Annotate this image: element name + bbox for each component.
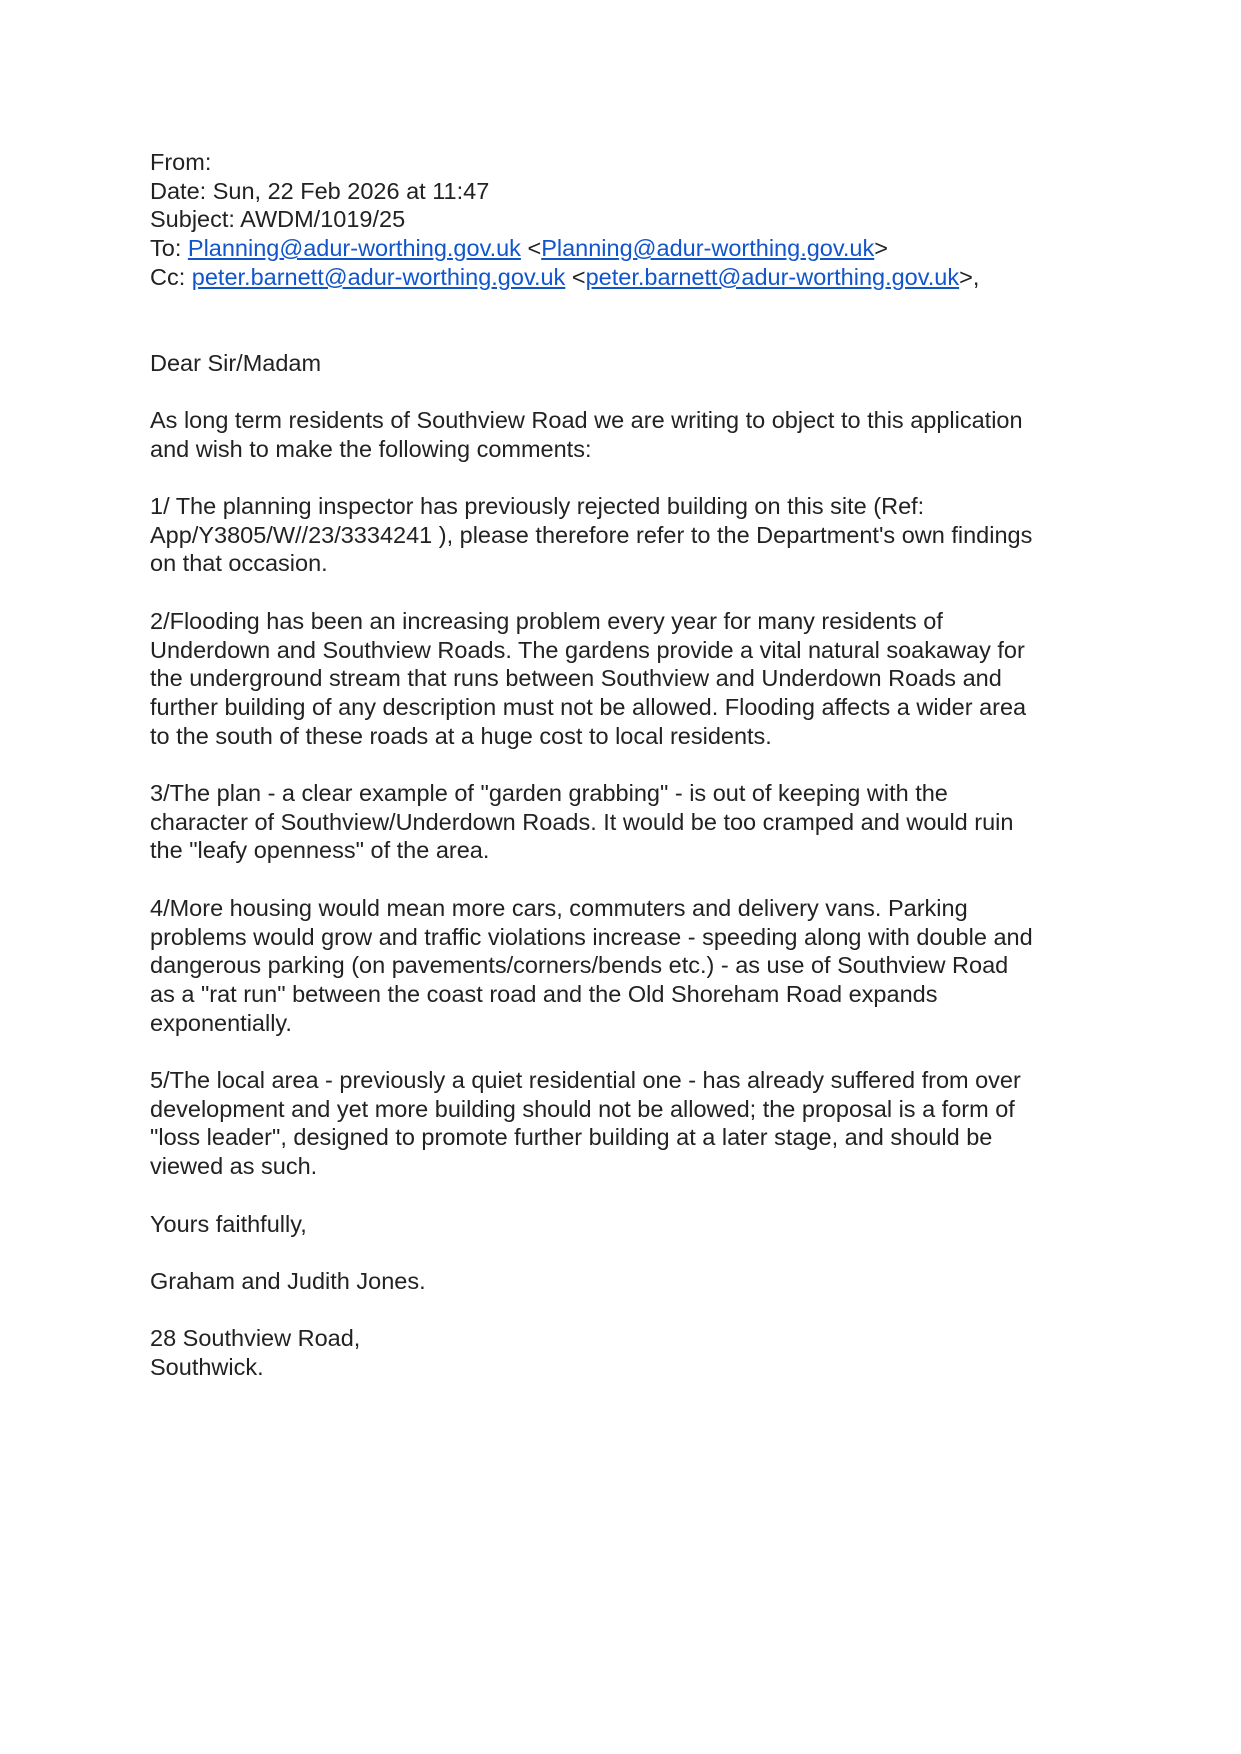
from-line: From:: [150, 149, 212, 175]
email-header: [150, 148, 1100, 292]
closing-line: Yours faithfully,: [150, 1210, 307, 1237]
to-line: [150, 234, 1100, 263]
address-line: Southwick.: [150, 1353, 264, 1380]
objection-point-3: [150, 779, 1100, 865]
point-line: on that occasion.: [150, 550, 328, 577]
point-line: the "leafy openness" of the area.: [150, 837, 490, 864]
signature: [150, 1267, 1100, 1296]
address: [150, 1324, 1100, 1381]
point-line: 1/ The planning inspector has previously rejected building on this site (Ref:: [150, 493, 925, 519]
point-line: Underdown and Southview Roads. The gardens provide a vital natural soakaway for: [150, 636, 1025, 663]
subject-line: Subject: AWDM/1019/25: [150, 206, 406, 233]
intro-paragraph: [150, 406, 1100, 463]
closing: [150, 1210, 1100, 1239]
objection-point-1: [150, 492, 1100, 578]
point-line: the underground stream that runs between Southview and Underdown Roads and: [150, 665, 1002, 692]
salutation-line: Dear Sir/Madam: [150, 349, 322, 376]
point-line: character of Southview/Underdown Roads. It would be too cramped and would ruin: [150, 808, 1014, 835]
point-line: development and yet more building should not be allowed; the proposal is a form of: [150, 1095, 1015, 1122]
cc-email-link-bracketed[interactable]: peter.barnett@adur-worthing.gov.uk: [585, 263, 960, 290]
point-line: as a "rat run" between the coast road and the Old Shoreham Road expands: [150, 980, 938, 1007]
address-line: 28 Southview Road,: [150, 1325, 361, 1352]
point-line: App/Y3805/W//23/3334241 ), please therefore refer to the Department's own findings: [150, 521, 1033, 548]
date-line: Date: Sun, 22 Feb 2026 at 11:47: [150, 177, 490, 204]
point-line: 4/More housing would mean more cars, commuters and delivery vans. Parking: [150, 894, 968, 921]
point-line: to the south of these roads at a huge cost to local residents.: [150, 722, 772, 749]
email-document: [150, 148, 1100, 1382]
point-line: further building of any description must not be allowed. Flooding affects a wider area: [150, 693, 1027, 720]
cc-open-bracket: <: [571, 263, 586, 290]
point-line: "loss leader", designed to promote further building at a later stage, and should be: [150, 1124, 993, 1151]
salutation: [150, 349, 1100, 378]
point-line: 2/Flooding has been an increasing problem every year for many residents of: [150, 607, 943, 634]
point-line: viewed as such.: [150, 1153, 318, 1180]
cc-line: [150, 263, 1100, 292]
objection-point-4: [150, 894, 1100, 1038]
point-line: 5/The local area - previously a quiet residential one - has already suffered from over: [150, 1067, 1021, 1093]
to-email-link-bracketed[interactable]: Planning@adur-worthing.gov.uk: [541, 235, 875, 262]
cc-email-link[interactable]: peter.barnett@adur-worthing.gov.uk: [191, 263, 566, 290]
point-line: problems would grow and traffic violations increase - speeding along with double and: [150, 923, 1033, 950]
point-line: dangerous parking (on pavements/corners/bends etc.) - as use of Southview Road: [150, 952, 1009, 979]
intro-line: and wish to make the following comments:: [150, 435, 592, 462]
point-line: 3/The plan - a clear example of "garden grabbing" - is out of keeping with the: [150, 780, 948, 806]
objection-point-5: [150, 1066, 1100, 1181]
point-line: exponentially.: [150, 1009, 292, 1036]
to-label: To:: [150, 235, 182, 262]
cc-label: Cc:: [150, 263, 186, 290]
cc-close-bracket: >,: [959, 263, 980, 290]
signature-line: Graham and Judith Jones.: [150, 1267, 426, 1294]
to-email-link[interactable]: Planning@adur-worthing.gov.uk: [187, 235, 521, 262]
to-close-bracket: >: [874, 235, 888, 262]
to-open-bracket: <: [527, 235, 542, 262]
intro-line: As long term residents of Southview Road we are writing to object to this application: [150, 406, 1023, 433]
objection-point-2: [150, 607, 1100, 751]
